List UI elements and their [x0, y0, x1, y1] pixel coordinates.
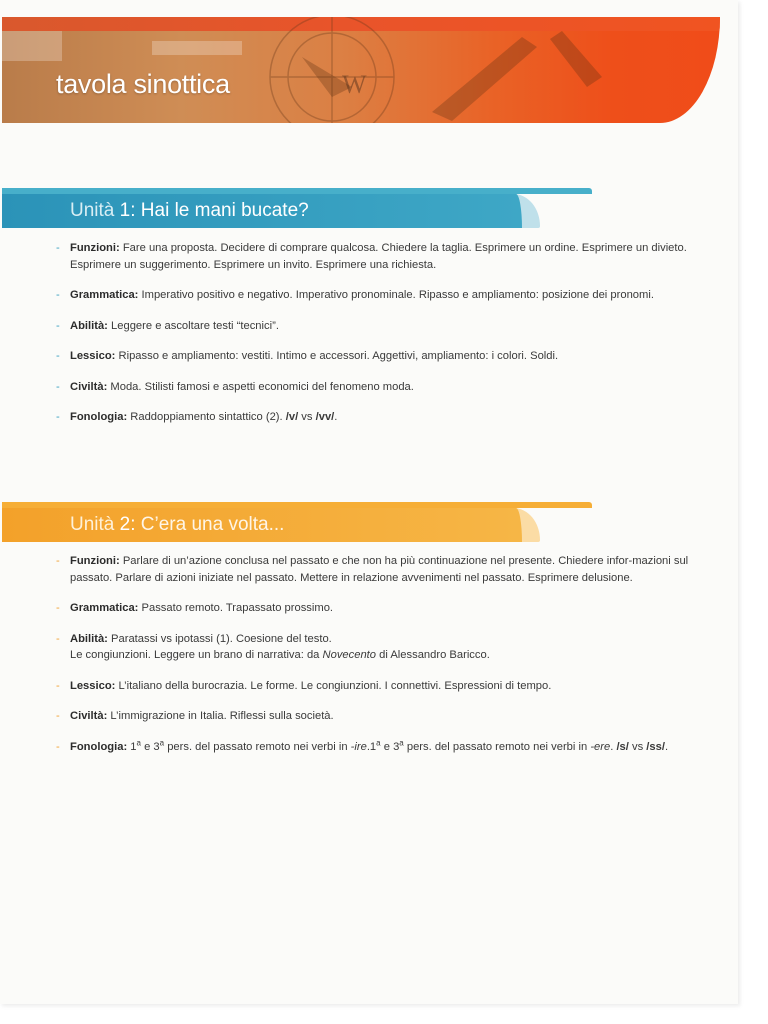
unit-2-heading: C’era una volta... — [140, 514, 285, 535]
unit-2-title — [70, 514, 284, 536]
unit-2-lead: Unità — [70, 514, 115, 535]
list-item: - Funzioni: Parlare di un’azione conclusa nel passato e che non ha più continuazione nel presente. Chiedere infor-mazioni sul passato. Parlare di azioni iniziate nel passato. Mettere in relazione avvenimenti nel passato. Esprimere delusione. — [56, 555, 689, 584]
list-item: - Abilità: Paratassi vs ipotassi (1). Coesione del testo. Le congiunzioni. Leggere un brano di narrativa: da Novecento di Alessandro Baricco. — [56, 632, 490, 661]
unit-1-title — [70, 200, 309, 222]
list-item: - Fonologia: 1$^a$ e 3$^a$ pers. del passato remoto nei verbi in -ire.1$^a$ e 3$^a$ pers. del passato remoto nei verbi in -ere. /s/ vs /ss/. — [56, 737, 669, 753]
unit-1-list — [56, 240, 712, 426]
unit-2-number: 2: — [119, 514, 136, 535]
unit-1-banner — [2, 194, 309, 228]
list-item: - Lessico: Ripasso e ampliamento: vestiti. Intimo e accessori. Aggettivi, ampliamento: i colori. Soldi. — [56, 350, 559, 362]
unit-2-banner — [2, 508, 284, 542]
list-item: - Grammatica: Imperativo positivo e negativo. Imperativo pronominale. Ripasso e ampliamento: posizione dei pronomi. — [56, 289, 654, 301]
list-item: - Fonologia: Raddoppiamento sintattico (2). /v/ vs /vv/. — [56, 411, 338, 423]
unit-1-lead: Unità — [70, 200, 115, 221]
unit-1-heading: Hai le mani bucate? — [140, 200, 309, 221]
unit-2-list — [56, 553, 712, 755]
list-item: - Lessico: L’italiano della burocrazia. Le forme. Le congiunzioni. I connettivi. Espressioni di tempo. — [56, 679, 552, 692]
page-header — [2, 17, 720, 123]
list-item: - Funzioni: Fare una proposta. Decidere di comprare qualcosa. Chiedere la taglia. Esprimere un ordine. Esprimere un divieto. Esprimere un suggerimento. Esprimere un invito. Esprimere una richiesta. — [56, 242, 687, 271]
list-item: - Abilità: Leggere e ascoltare testi “tecnici”. — [56, 319, 279, 332]
page-title: tavola sinottica — [56, 69, 230, 99]
list-item: - Grammatica: Passato remoto. Trapassato prossimo. — [56, 602, 334, 614]
list-item: - Civiltà: L’immigrazione in Italia. Riflessi sulla società. — [56, 710, 334, 722]
svg-text:W: W — [342, 70, 367, 99]
list-item: - Civiltà: Moda. Stilisti famosi e aspetti economici del fenomeno moda. — [56, 380, 414, 393]
unit-1-number: 1: — [119, 200, 136, 221]
